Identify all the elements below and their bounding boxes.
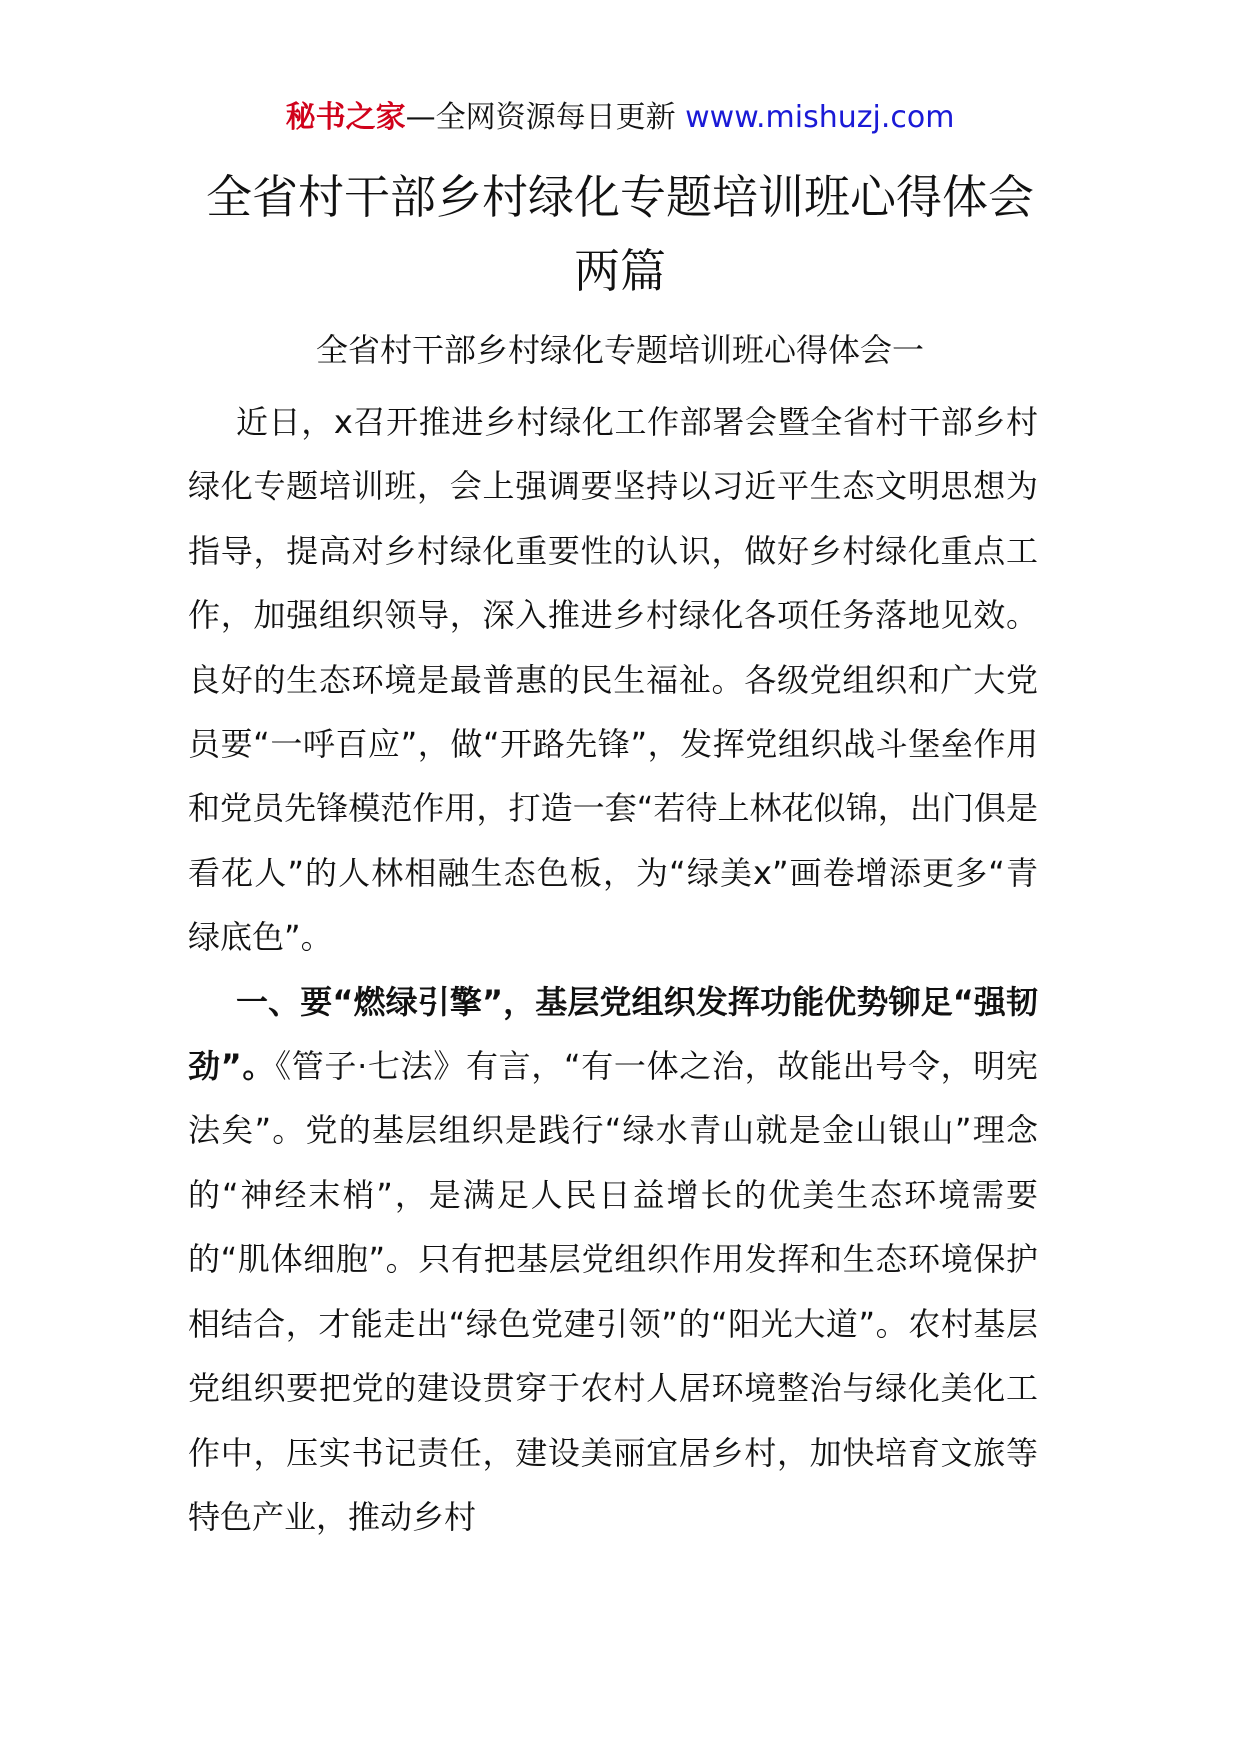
document-title [150,160,1090,308]
paragraph-intro: 近日，x召开推进乡村绿化工作部署会暨全省村干部乡村绿化专题培训班，会上强调要坚持以习近平生态文明思想为指导，提高对乡村绿化重要性的认识，做好乡村绿化重点工作，加强组织领导，深入推进乡村绿化各项任务落地见效。良好的生态环境是最普惠的民生福祉。各级党组织和广大党员要“一呼百应”，做“开路先锋”，发挥党组织战斗堡垒作用和党员先锋模范作用，打造一套“若待上林花似锦，出门俱是看花人”的人林相融生态色板，为“绿美x”画卷增添更多“青绿底色”。 [188,403,1038,957]
section-1-heading: 一、要“燃绿引擎”，基层党组织发挥功能优势铆足“强韧劲”。 [188,982,1038,1086]
header-tagline: —全网资源每日更新 [405,100,676,135]
document-title-line1: 全省村干部乡村绿化专题培训班心得体会 [206,170,1034,224]
section-subtitle: 全省村干部乡村绿化专题培训班心得体会一 [315,331,924,369]
document-body [188,390,1038,1549]
section-1-body: 《管子·七法》有言，“有一体之治，故能出号令，明宪法矣”。党的基层组织是践行“绿水青山就是金山银山”理念的“神经末梢”，是满足人民日益增长的优美生态环境需要的“肌体细胞”。只有把基层党组织作用发挥和生态环境保护相结合，才能走出“绿色党建引领”的“阳光大道”。农村基层党组织要把党的建设贯穿于农村人居环境整治与绿化美化工作中，压实书记责任，建设美丽宜居乡村，加快培育文旅等特色产业，推动乡村 [188,1047,1038,1536]
brand-name: 秘书之家 [285,100,406,135]
site-url-link[interactable]: www.mishuzj.com [685,100,955,135]
document-title-line2: 两篇 [574,244,666,298]
paragraph-section-1 [188,970,1038,1550]
header-banner [0,98,1240,138]
